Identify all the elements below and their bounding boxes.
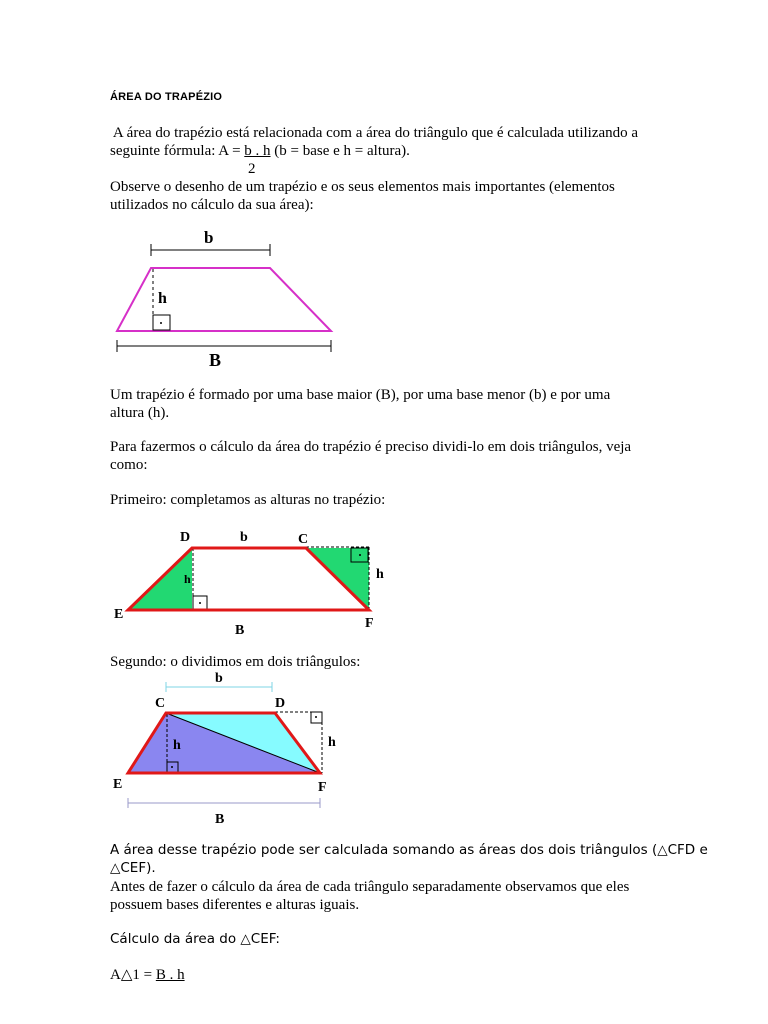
intro-formula-denominator: 2 bbox=[248, 161, 256, 177]
figure3-label-F: F bbox=[318, 780, 327, 795]
calc-heading: Cálculo da área do △CEF: bbox=[110, 931, 280, 947]
figure3-label-h-right: h bbox=[328, 735, 336, 750]
bases-line-2: altura (h). bbox=[110, 405, 170, 421]
figure2-label-D: D bbox=[180, 530, 191, 545]
figure2-label-h-right: h bbox=[376, 567, 384, 582]
intro-formula-suffix: (b = base e h = altura). bbox=[270, 143, 410, 159]
calc-formula bbox=[110, 966, 185, 984]
figure2-label-b: b bbox=[240, 530, 248, 545]
figure3-label-b: b bbox=[215, 671, 223, 686]
bases-note-line-1: Antes de fazer o cálculo da área de cada triângulo separadamente observamos que eles bbox=[110, 879, 630, 895]
figure3-label-D: D bbox=[275, 696, 286, 711]
figure3-label-B: B bbox=[215, 812, 225, 827]
figure2-label-C: C bbox=[298, 532, 309, 547]
step-2-text: Segundo: o dividimos em dois triângulos: bbox=[110, 654, 361, 670]
figure2-label-F: F bbox=[365, 616, 374, 631]
intro-formula-numerator: b . h bbox=[244, 143, 271, 159]
figure1-label-B: B bbox=[209, 350, 222, 370]
observe-line-1: Observe o desenho de um trapézio e os seus elementos mais importantes (elementos bbox=[110, 179, 615, 195]
intro-formula-prefix: seguinte fórmula: A = bbox=[110, 143, 245, 159]
figure1-label-b: b bbox=[204, 228, 214, 247]
bases-line-1: Um trapézio é formado por uma base maior (B), por uma base menor (b) e por uma bbox=[110, 387, 611, 403]
divide-line-2: como: bbox=[110, 457, 148, 473]
figure3-label-E: E bbox=[113, 777, 123, 792]
figure2-label-E: E bbox=[114, 607, 124, 622]
calc-formula-lhs: A△1 = bbox=[110, 967, 156, 983]
area-sum-line-2: △CEF). bbox=[110, 860, 156, 876]
figure3-label-h-left: h bbox=[173, 738, 181, 753]
figure3-label-C: C bbox=[155, 696, 166, 711]
intro-line-1: A área do trapézio está relacionada com a área do triângulo que é calculada utilizando a bbox=[110, 125, 639, 141]
page-title: ÁREA DO TRAPÉZIO bbox=[110, 91, 223, 103]
figure2-label-h-left: h bbox=[184, 572, 191, 586]
figure1-label-h: h bbox=[158, 290, 167, 307]
step-1-text: Primeiro: completamos as alturas no trapézio: bbox=[110, 492, 386, 508]
figure2-label-B: B bbox=[235, 623, 245, 638]
calc-formula-numerator: B . h bbox=[155, 967, 185, 983]
divide-line-1: Para fazermos o cálculo da área do trapézio é preciso dividi-lo em dois triângulos, veja bbox=[110, 439, 632, 455]
observe-line-2: utilizados no cálculo da sua área): bbox=[110, 197, 314, 213]
bases-note-line-2: possuem bases diferentes e alturas iguais. bbox=[110, 897, 360, 913]
area-sum-line-1: A área desse trapézio pode ser calculada somando as áreas dos dois triângulos (△CFD e bbox=[110, 842, 708, 858]
